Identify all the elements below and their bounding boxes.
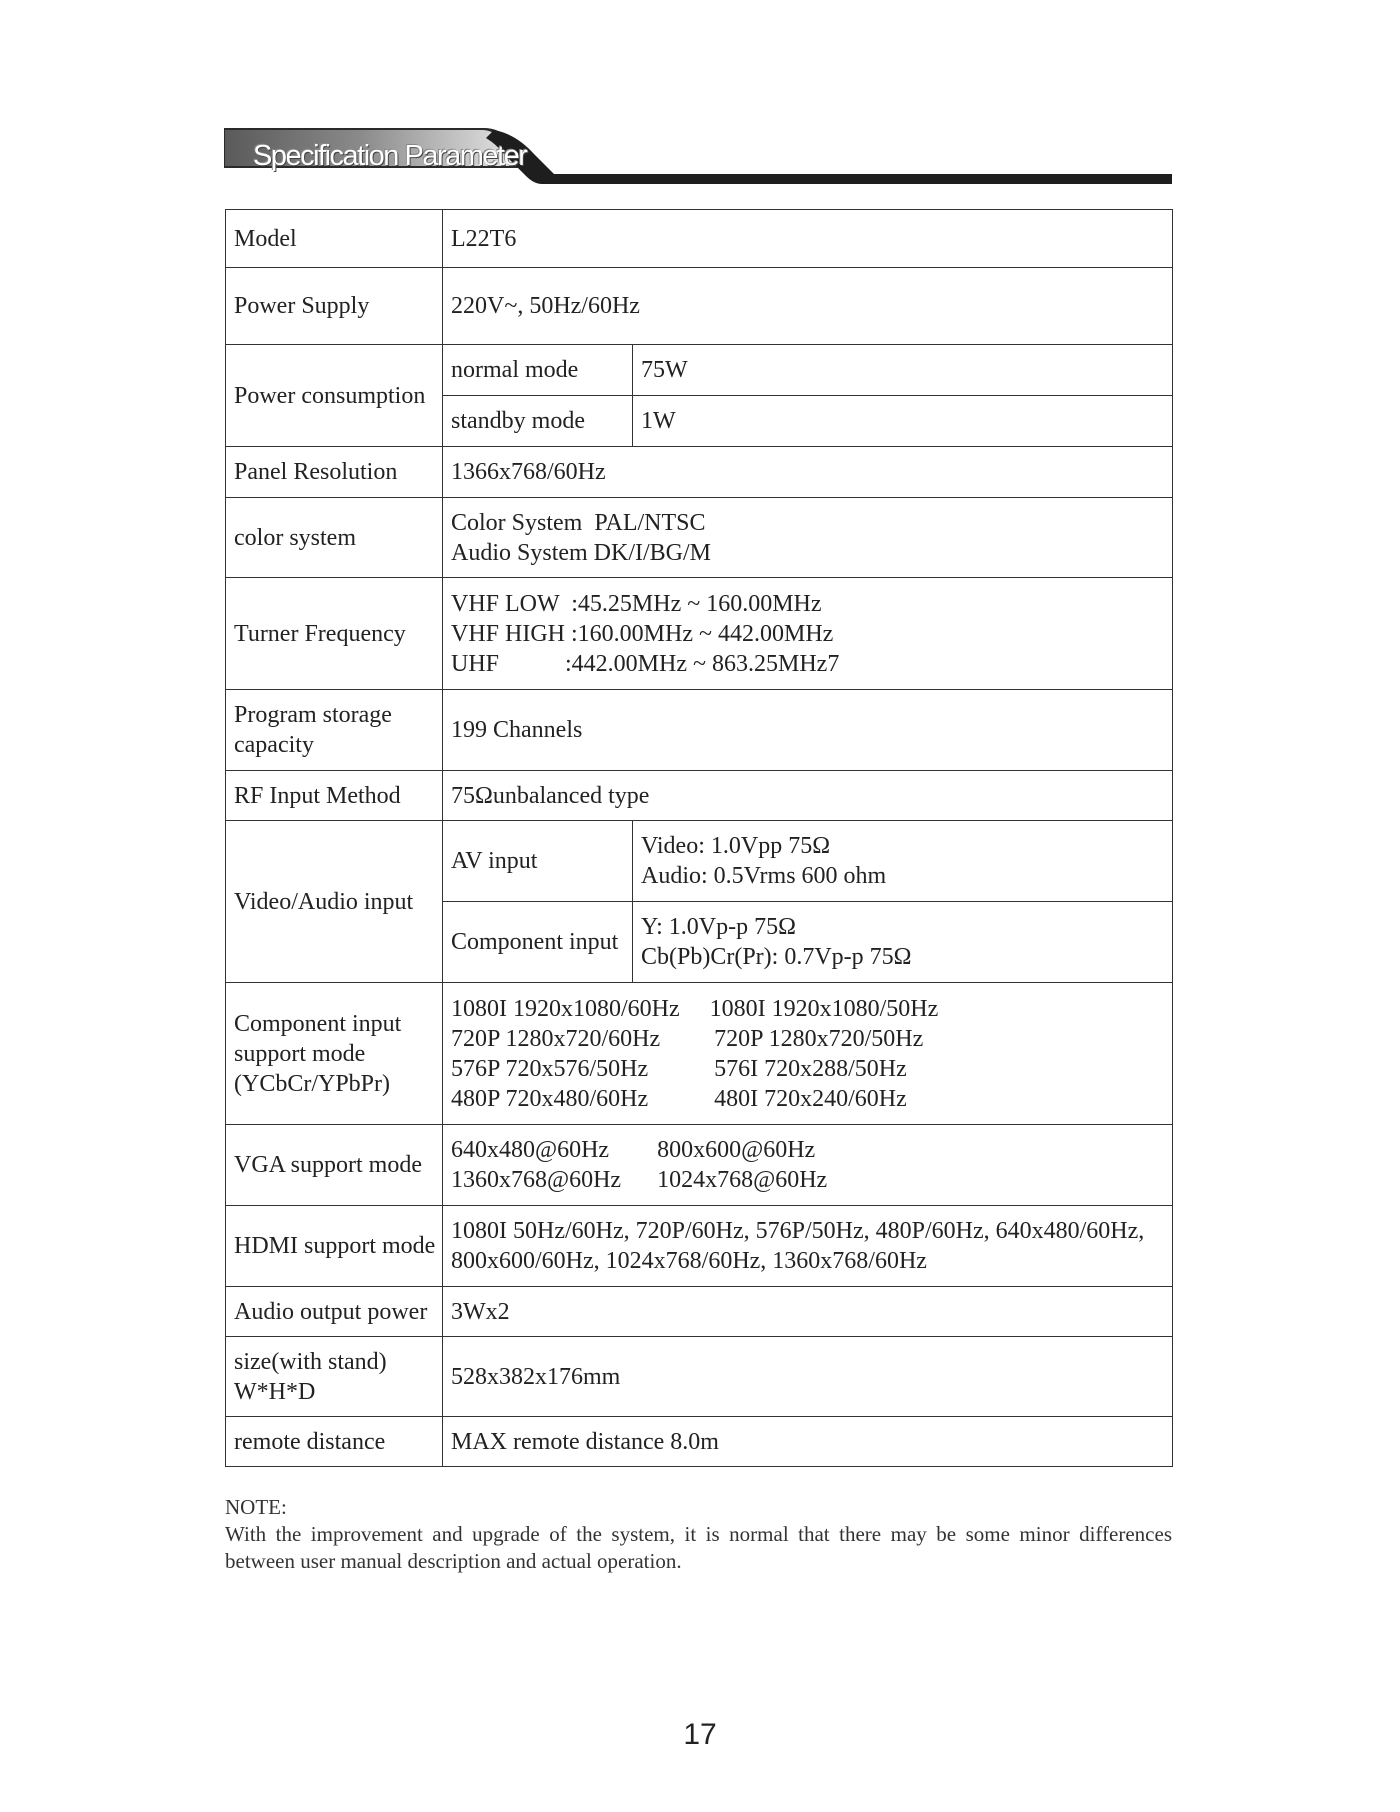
value-line: Audio: 0.5Vrms 600 ohm	[641, 863, 887, 889]
row-value	[443, 983, 1173, 1125]
row-value: 75Ωunbalanced type	[443, 771, 1173, 821]
sub-label: Component input	[443, 902, 633, 983]
value-line: Color System PAL/NTSC	[451, 509, 706, 536]
row-label: Panel Resolution	[226, 447, 443, 498]
table-row	[226, 1125, 1173, 1206]
label-line: (YCbCr/YPbPr)	[234, 1070, 391, 1097]
row-label: remote distance	[226, 1417, 443, 1467]
page-number: 17	[683, 1718, 717, 1751]
row-label: Power consumption	[226, 345, 443, 447]
row-value: 220V~, 50Hz/60Hz	[443, 268, 1173, 345]
table-row	[226, 1417, 1173, 1467]
row-value	[443, 1206, 1173, 1287]
row-label: Turner Frequency	[226, 578, 443, 690]
table-row	[226, 578, 1173, 690]
label-line: size(with stand)	[234, 1348, 387, 1375]
value-line: VHF HIGH :160.00MHz ~ 442.00MHz	[451, 620, 834, 647]
table-row	[226, 690, 1173, 771]
sub-label: normal mode	[443, 345, 633, 396]
sub-label: standby mode	[443, 396, 633, 447]
row-value: 199 Channels	[443, 690, 1173, 771]
row-label: Video/Audio input	[226, 821, 443, 983]
table-row	[226, 821, 1173, 902]
value-line: 576P 720x576/50Hz 576I 720x288/50Hz	[451, 1055, 907, 1082]
table-row	[226, 771, 1173, 821]
table-row	[226, 345, 1173, 396]
sub-value: 75W	[633, 345, 1173, 396]
sub-value: 1W	[633, 396, 1173, 447]
sub-value	[633, 821, 1173, 902]
table-row	[226, 983, 1173, 1125]
row-label	[226, 690, 443, 771]
value-line: Video: 1.0Vpp 75Ω	[641, 833, 831, 859]
value-line: 480P 720x480/60Hz 480I 720x240/60Hz	[451, 1085, 907, 1112]
spec-table	[225, 209, 1173, 1467]
row-value	[443, 578, 1173, 690]
note-title: NOTE:	[225, 1495, 287, 1519]
row-label: color system	[226, 498, 443, 578]
sub-label: AV input	[443, 821, 633, 902]
value-line: 640x480@60Hz 800x600@60Hz	[451, 1137, 816, 1163]
label-line: capacity	[234, 732, 314, 758]
row-value: L22T6	[443, 210, 1173, 268]
note-body: With the improvement and upgrade of the system, it is normal that there may be some minor differences between user manual description and actual operation.	[225, 1522, 1172, 1573]
value-line: Audio System DK/I/BG/M	[451, 539, 712, 566]
table-row	[226, 447, 1173, 498]
row-label: Power Supply	[226, 268, 443, 345]
note-section	[225, 1494, 1172, 1575]
row-label: HDMI support mode	[226, 1206, 443, 1287]
table-row	[226, 498, 1173, 578]
sub-value	[633, 902, 1173, 983]
row-label: VGA support mode	[226, 1125, 443, 1206]
label-line: Component input	[234, 1010, 402, 1037]
value-line: VHF LOW :45.25MHz ~ 160.00MHz	[451, 590, 822, 617]
value-line: 1080I 50Hz/60Hz, 720P/60Hz, 576P/50Hz, 480P/60Hz, 640x480/60Hz,	[451, 1218, 1145, 1244]
row-value: 3Wx2	[443, 1287, 1173, 1337]
value-line: Y: 1.0Vp-p 75Ω	[641, 914, 796, 940]
value-line: 720P 1280x720/60Hz 720P 1280x720/50Hz	[451, 1025, 924, 1052]
table-row	[226, 210, 1173, 268]
row-label: Model	[226, 210, 443, 268]
row-value: 528x382x176mm	[443, 1337, 1173, 1417]
table-row	[226, 1206, 1173, 1287]
label-line: W*H*D	[234, 1378, 316, 1405]
table-row	[226, 1287, 1173, 1337]
row-value	[443, 1125, 1173, 1206]
value-line: 800x600/60Hz, 1024x768/60Hz, 1360x768/60Hz	[451, 1248, 927, 1274]
row-label: Audio output power	[226, 1287, 443, 1337]
section-title: Specification Parameter	[253, 140, 527, 172]
row-label: RF Input Method	[226, 771, 443, 821]
section-header	[224, 128, 1172, 184]
row-value: 1366x768/60Hz	[443, 447, 1173, 498]
label-line: support mode	[234, 1040, 366, 1067]
table-row	[226, 1337, 1173, 1417]
row-label	[226, 983, 443, 1125]
value-line: Cb(Pb)Cr(Pr): 0.7Vp-p 75Ω	[641, 944, 912, 970]
value-line: 1080I 1920x1080/60Hz 1080I 1920x1080/50Hz	[451, 995, 939, 1022]
row-value: MAX remote distance 8.0m	[443, 1417, 1173, 1467]
table-row	[226, 268, 1173, 345]
value-line: 1360x768@60Hz 1024x768@60Hz	[451, 1167, 828, 1193]
row-label	[226, 1337, 443, 1417]
value-line: UHF :442.00MHz ~ 863.25MHz7	[451, 650, 840, 677]
row-value	[443, 498, 1173, 578]
label-line: Program storage	[234, 702, 392, 728]
